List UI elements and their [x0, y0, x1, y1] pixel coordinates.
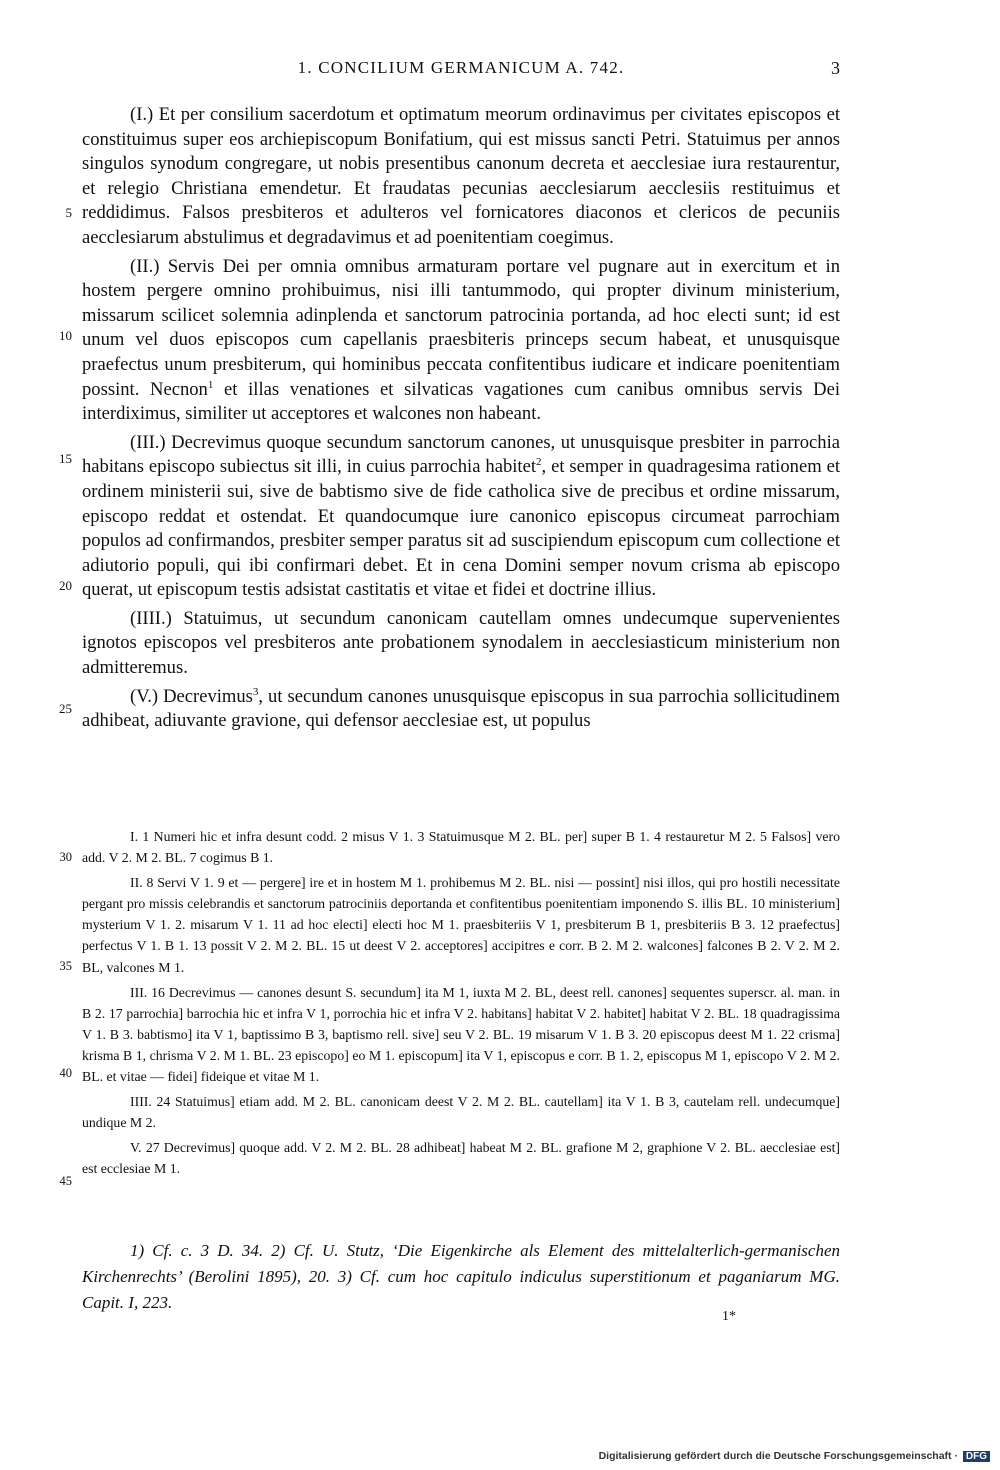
- apparatus-entry: I. 1 Numeri hic et infra desunt codd. 2 misus V 1. 3 Statuimusque M 2. BL. per] super B 1. 4 restauretur M 2. 5 Falsos] vero add. V 2. M 2. BL. 7 cogimus B 1.: [82, 829, 840, 866]
- line-number: 40: [59, 1066, 72, 1080]
- line-number: 45: [59, 1174, 72, 1188]
- apparatus-entry: III. 16 Decrevimus — canones desunt S. secundum] ita M 1, iuxta M 2. BL, deest rell. canones] sequentes superscr. al. man. in B 2. 17 parrochia] barrochia hic et infra V 1, porrochia hic et infra V 2. habitans] habitat V 2. habitet] habitat V 2. BL. 18 quadragissima V 1. B 3. babtismo] ita V 1, baptissimo B 3, baptismo rell. sive] seu V 2. BL. 19 misarum V 1. B 3. 20 episcopus deest M 1. 22 crisma] krisma B 1, chrisma V 2. M 1. BL. 23 episcopo] eo M 1. episcopum] ita V 1, episcopus e corr. B 1. 2, episcopus M 1, episcopo V 2. M 2. BL. et vitae — fidei] fideique et vitae M 1.: [82, 984, 840, 1085]
- apparatus-entry: IIII. 24 Statuimus] etiam add. M 2. BL. canonicam deest V 2. M 2. BL. cautellam] ita V 1. B 3, cautelam rell. undecumque] undique M 2.: [82, 1094, 840, 1131]
- paragraph-1: [82, 103, 840, 251]
- line-number: 30: [59, 850, 72, 864]
- paragraph-text: , ut secundum canones unusquisque episcopus in sua parrochia sollicitudinem adhibeat, adiuvante gravione, qui defensor aecclesiae est, ut populus: [82, 685, 840, 732]
- credit-text: Digitalisierung gefördert durch die Deutsche Forschungsgemeinschaft ·: [598, 1450, 958, 1462]
- dfg-logo: DFG: [963, 1451, 990, 1462]
- paragraph-text: (II.) Servis Dei per omnia omnibus armaturam portare vel pugnare aut in exercitum et in hostem pergere omnino prohibuimus, nisi illi tantummodo, qui propter divinum ministerium, missarum scilicet solemnia adinplenda et sanctorum patrocinia portanda, ad hoc electi sunt; id est unum vel duos episcopos cum capellanis praesbiteris princeps secum habeat, et unusquisque praefectus unum presbiterum, qui hominibus peccata confitentibus iudicare et indicare poenitentiam possint. Necnon: [82, 255, 840, 400]
- footnote-marker: 3: [252, 685, 259, 698]
- footnotes-text: 1) Cf. c. 3 D. 34. 2) Cf. U. Stutz, ‘Die Eigenkirche als Element des mittelalterlich-germanischen Kirchenrechts’ (Berolini 1895), 20. 3) Cf. cum hoc capitulo indiculus superstitionum et paganiarum MG. Capit. I, 223.: [82, 1241, 840, 1312]
- footnote-marker: 1: [207, 378, 214, 391]
- paragraph-text: (IIII.) Statuimus, ut secundum canonicam cautellam omnes undecumque supervenientes ignotos episcopos vel presbiteros ante probationem synodalem in aecclesiasticum ministerium non admitteremus.: [82, 607, 840, 679]
- line-number: 20: [59, 578, 72, 593]
- digitization-credit: [599, 1450, 990, 1464]
- paragraph-text: (V.) Decrevimus: [130, 685, 253, 707]
- line-number: 15: [59, 451, 72, 466]
- critical-apparatus: [59, 826, 840, 1188]
- paragraph-text: (I.) Et per consilium sacerdotum et optimatum meorum ordinavimus per civitates episcopos et constituimus super eos archiepiscopum Bonifatium, qui est missus sancti Petri. Statuimus per annos singulos synodum congregare, ut nobis presentibus canonum decreta et aecclesiae iura restaurentur, et relegio Christiana emendetur. Et fraudatas pecunias aecclesiarum aecclesiis restituimus et reddidimus. Falsos presbiteros et adulteros vel fornicatores diaconos et clericos de pecuniis aecclesiarum abstulimus et degradavimus et ad poenitentiam coegimus.: [82, 104, 840, 248]
- paragraph-3: [82, 431, 840, 603]
- line-number: 10: [59, 328, 72, 343]
- line-number: 35: [59, 959, 72, 973]
- paragraph-5: [82, 685, 840, 734]
- paragraph-text: (III.) Decrevimus quoque secundum sanctorum canones, ut unusquisque presbiter in parrochia habitans episcopo subiectus sit illi, in cuius parrochia habitet: [82, 431, 840, 478]
- apparatus-entry: V. 27 Decrevimus] quoque add. V 2. M 2. BL. 28 adhibeat] habeat M 2. BL. grafione M 2, graphione V 2. BL. aecclesiae est] est ecclesiae M 1.: [82, 1140, 840, 1177]
- page-number: 3: [831, 58, 840, 78]
- footnote-marker: 2: [536, 456, 542, 469]
- paragraph-text: et illas venationes et silvaticas vagationes cum canibus omnibus servis Dei interdiximus, similiter ut acceptores et walcones non habeant.: [82, 378, 840, 425]
- paragraph-4: [82, 607, 840, 681]
- running-header: [82, 58, 840, 86]
- paragraph-text: , et semper in quadragesima rationem et ordinem ministerii sui, sive de babtismo sive de fide catholica sive de precibus et ordine missarum, episcopo reddat et ostendat. Et quandocumque iure canonico episcopus circumeat parrochiam populos ad confirmandos, presbiter semper paratus sit ad suscipiendum episcopum cum collectione et adiutorio populi, qui ibi confirmari debet. Et in cena Domini semper novum crisma ab episcopo querat, ut episcopum testis adsistat castitatis et vitae et fidei et doctrine illius.: [82, 456, 840, 601]
- line-number: 5: [65, 205, 72, 220]
- line-number: 25: [59, 701, 72, 716]
- main-text: [59, 103, 840, 738]
- paragraph-2: [82, 255, 840, 427]
- signature-mark: 1*: [722, 1309, 736, 1324]
- running-title: 1. CONCILIUM GERMANICUM A. 742.: [297, 58, 625, 77]
- apparatus-entry: II. 8 Servi V 1. 9 et — pergere] ire et in hostem M 1. prohibemus M 2. BL. nisi — possint] nisi illos, qui pro hostili necessitate pergant pro missis celebrandis et sanctorum patrociniis deportanda et confitentibus poenitentiam imponendo S. illis BL. 10 ministerium] mysterium V 1. 2. misarum V 1. 11 ad hoc electi] electi hoc M 1. praesbiteriis V 1, presbiterum B 1, presbiteriis B 3. 12 praefectus] perfectus V 1. B 1. 13 possit V 2. M 2. BL. 15 ut deest V 2. acceptores] accipitres e corr. B 2. M 2. walcones] falcones B 2. V 2. M 2. BL, valcones M 1.: [82, 875, 840, 975]
- footnotes: [82, 1238, 840, 1316]
